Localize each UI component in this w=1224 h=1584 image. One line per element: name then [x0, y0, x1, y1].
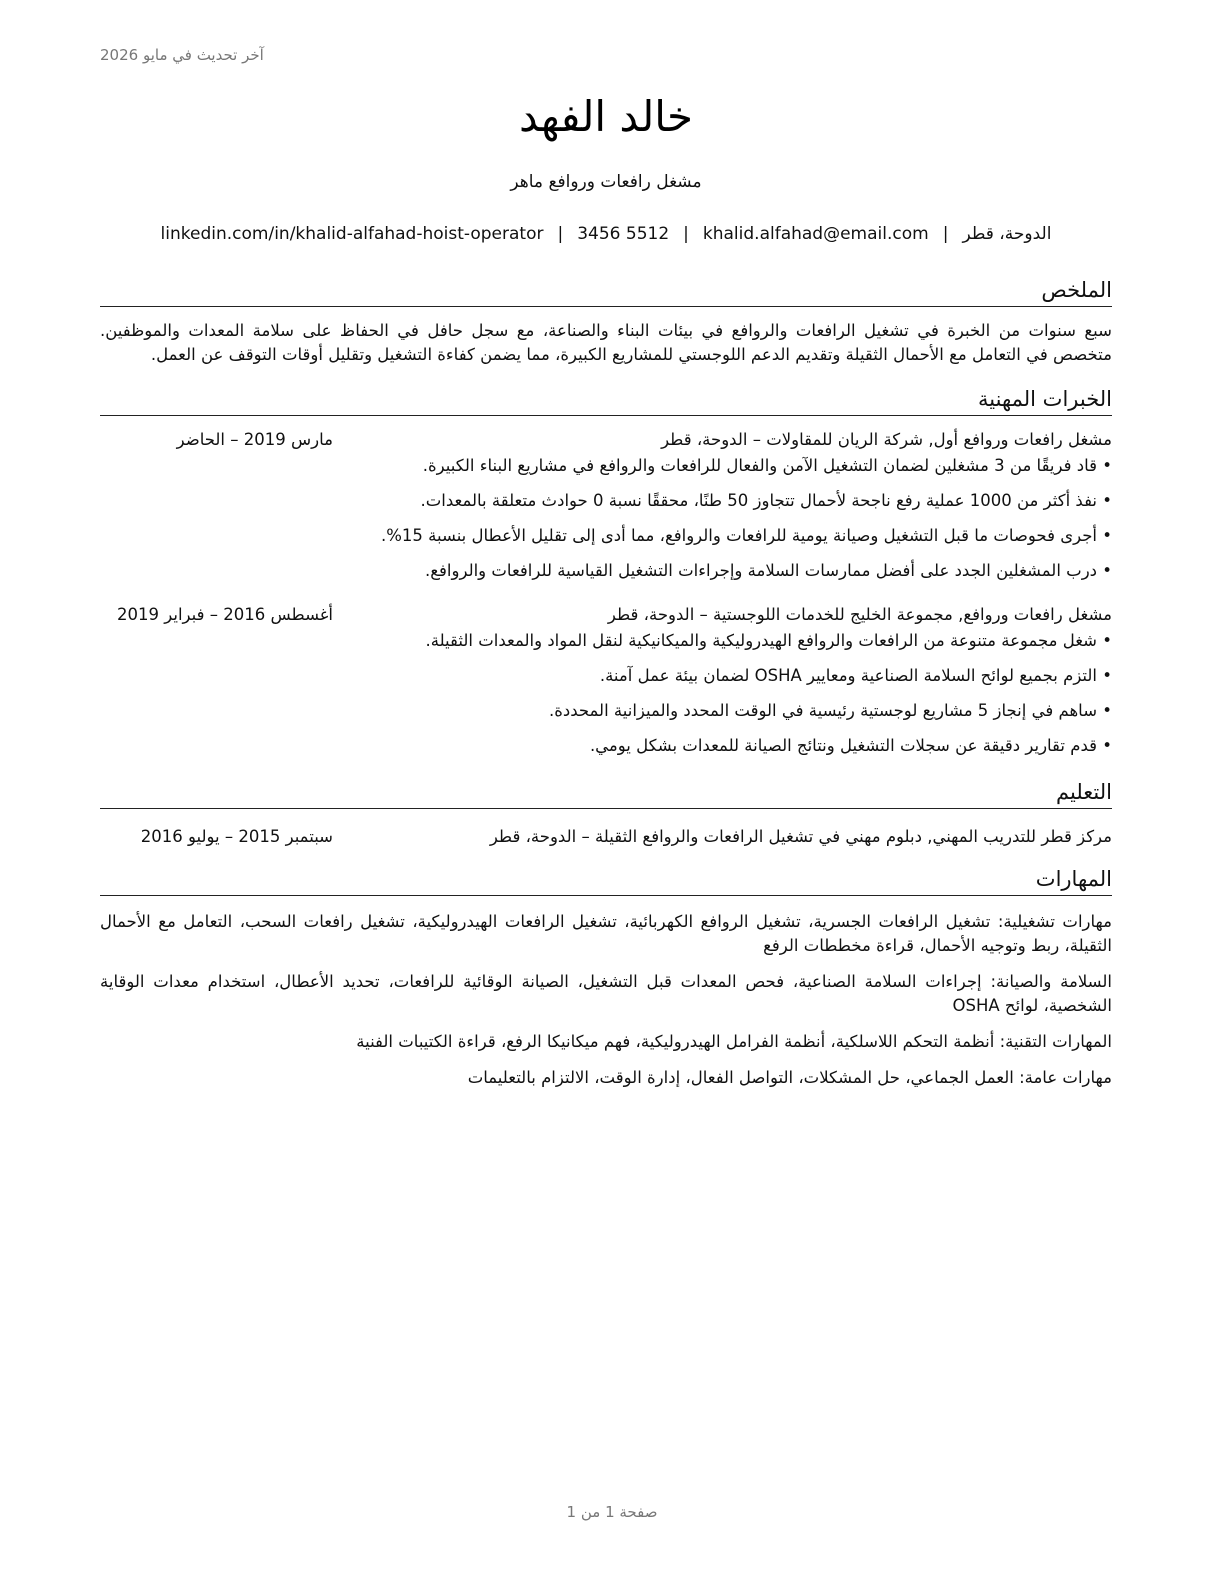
- job-role-line: [661, 428, 1112, 452]
- job-header: [100, 603, 1112, 627]
- contact-linkedin[interactable]: linkedin.com/in/khalid-alfahad-hoist-operator: [160, 224, 544, 244]
- candidate-name: خالد الفهد: [518, 92, 694, 141]
- job-bullet: • نفذ أكثر من 1000 عملية رفع ناجحة لأحمال تتجاوز 50 طنًا، محققًا نسبة 0 حوادث متعلقة بالمعدات.: [100, 489, 1112, 513]
- contact-separator: |: [942, 224, 949, 244]
- job-bullets: [100, 629, 1112, 758]
- summary-heading: الملخص: [100, 276, 1112, 307]
- job-role-company: مشغل رافعات وروافع أول, شركة الريان للمقاولات: [766, 430, 1112, 449]
- contact-separator: |: [557, 224, 564, 244]
- skills-heading: المهارات: [100, 865, 1112, 896]
- job-location: – الدوحة، قطر: [607, 605, 708, 624]
- education-entry: [100, 825, 1112, 849]
- job-role-company: مشغل رافعات وروافع, مجموعة الخليج للخدمات اللوجستية: [713, 605, 1112, 624]
- job-bullet: • ساهم في إنجاز 5 مشاريع لوجستية رئيسية في الوقت المحدد والميزانية المحددة.: [100, 699, 1112, 723]
- job-entry: [100, 428, 1112, 583]
- contact-location: الدوحة، قطر: [962, 224, 1052, 244]
- resume-page: [100, 0, 1112, 1584]
- job-bullet: • قدم تقارير دقيقة عن سجلات التشغيل ونتائج الصيانة للمعدات بشكل يومي.: [100, 734, 1112, 758]
- job-bullet: • التزم بجميع لوائح السلامة الصناعية ومعايير OSHA لضمان بيئة عمل آمنة.: [100, 664, 1112, 688]
- skills-section: [100, 865, 1112, 1090]
- education-location: – الدوحة، قطر: [489, 827, 590, 846]
- experience-section: [100, 385, 1112, 758]
- candidate-title: مشغل رافعات وروافع ماهر: [510, 172, 702, 192]
- job-bullet: • قاد فريقًا من 3 مشغلين لضمان التشغيل الآمن والفعال للرافعات والروافع في مشاريع البناء الكبيرة.: [100, 454, 1112, 478]
- job-bullet: • أجرى فحوصات ما قبل التشغيل وصيانة يومية للرافعات والروافع، مما أدى إلى تقليل الأعطال بنسبة 15%.: [100, 524, 1112, 548]
- education-dates: سبتمبر 2015 – يوليو 2016: [140, 827, 333, 846]
- job-role-line: [608, 603, 1112, 627]
- summary-section: [100, 276, 1112, 367]
- job-bullet: • درب المشغلين الجدد على أفضل ممارسات السلامة وإجراءات التشغيل القياسية للرافعات والروافع.: [100, 559, 1112, 583]
- skills-list: [100, 910, 1112, 1090]
- experience-heading: الخبرات المهنية: [100, 385, 1112, 416]
- skill-row: مهارات عامة: العمل الجماعي، حل المشكلات، التواصل الفعال، إدارة الوقت، الالتزام بالتعليمات: [467, 1068, 1112, 1087]
- job-location: – الدوحة، قطر: [661, 430, 761, 449]
- contact-phone[interactable]: 3456 5512: [577, 224, 670, 244]
- education-heading: التعليم: [100, 778, 1112, 809]
- summary-text: سبع سنوات من الخبرة في تشغيل الرافعات والروافع في بيئات البناء والصناعة، مع سجل حافل في الحفاظ على سلامة المعدات والموظفين. متخصص في التعامل مع الأحمال الثقيلة وتقديم الدعم اللوجستي للمشاريع الكبيرة، مما يضمن كفاءة التشغيل وتقليل أوقات التوقف عن العمل.: [100, 321, 1112, 364]
- last-updated: آخر تحديث في مايو 2026: [100, 46, 264, 64]
- skill-row: مهارات تشغيلية: تشغيل الرافعات الجسرية، تشغيل الروافع الكهربائية، تشغيل الرافعات الهيدروليكية، تشغيل رافعات السحب، التعامل مع الأحمال الثقيلة، ربط وتوجيه الأحمال، قراءة مخططات الرفع: [100, 912, 1112, 955]
- contact-separator: |: [683, 224, 689, 244]
- job-header: [100, 428, 1112, 452]
- education-line: [490, 825, 1112, 849]
- education-institution-degree: مركز قطر للتدريب المهني, دبلوم مهني في تشغيل الرافعات والروافع الثقيلة: [594, 827, 1112, 846]
- skill-row: المهارات التقنية: أنظمة التحكم اللاسلكية، أنظمة الفرامل الهيدروليكية، فهم ميكانيكا الرفع، قراءة الكتيبات الفنية: [356, 1032, 1112, 1051]
- contact-email[interactable]: khalid.alfahad@email.com: [702, 224, 929, 244]
- job-dates: أغسطس 2016 – فبراير 2019: [117, 605, 333, 624]
- job-entry: [100, 603, 1112, 758]
- education-section: [100, 778, 1112, 849]
- page-number: صفحة 1 من 1: [566, 1503, 658, 1521]
- resume-content: [100, 276, 1112, 1102]
- job-bullets: [100, 454, 1112, 583]
- job-bullet: • شغل مجموعة متنوعة من الرافعات والروافع الهيدروليكية والميكانيكية لنقل المواد والمعدات الثقيلة.: [100, 629, 1112, 653]
- contact-line: [100, 224, 1112, 244]
- skill-row: السلامة والصيانة: إجراءات السلامة الصناعية، فحص المعدات قبل التشغيل، الصيانة الوقائية للرافعات، تحديد الأعطال، استخدام معدات الوقاية الشخصية، لوائح OSHA: [100, 972, 1112, 1015]
- job-dates: مارس 2019 – الحاضر: [176, 430, 333, 449]
